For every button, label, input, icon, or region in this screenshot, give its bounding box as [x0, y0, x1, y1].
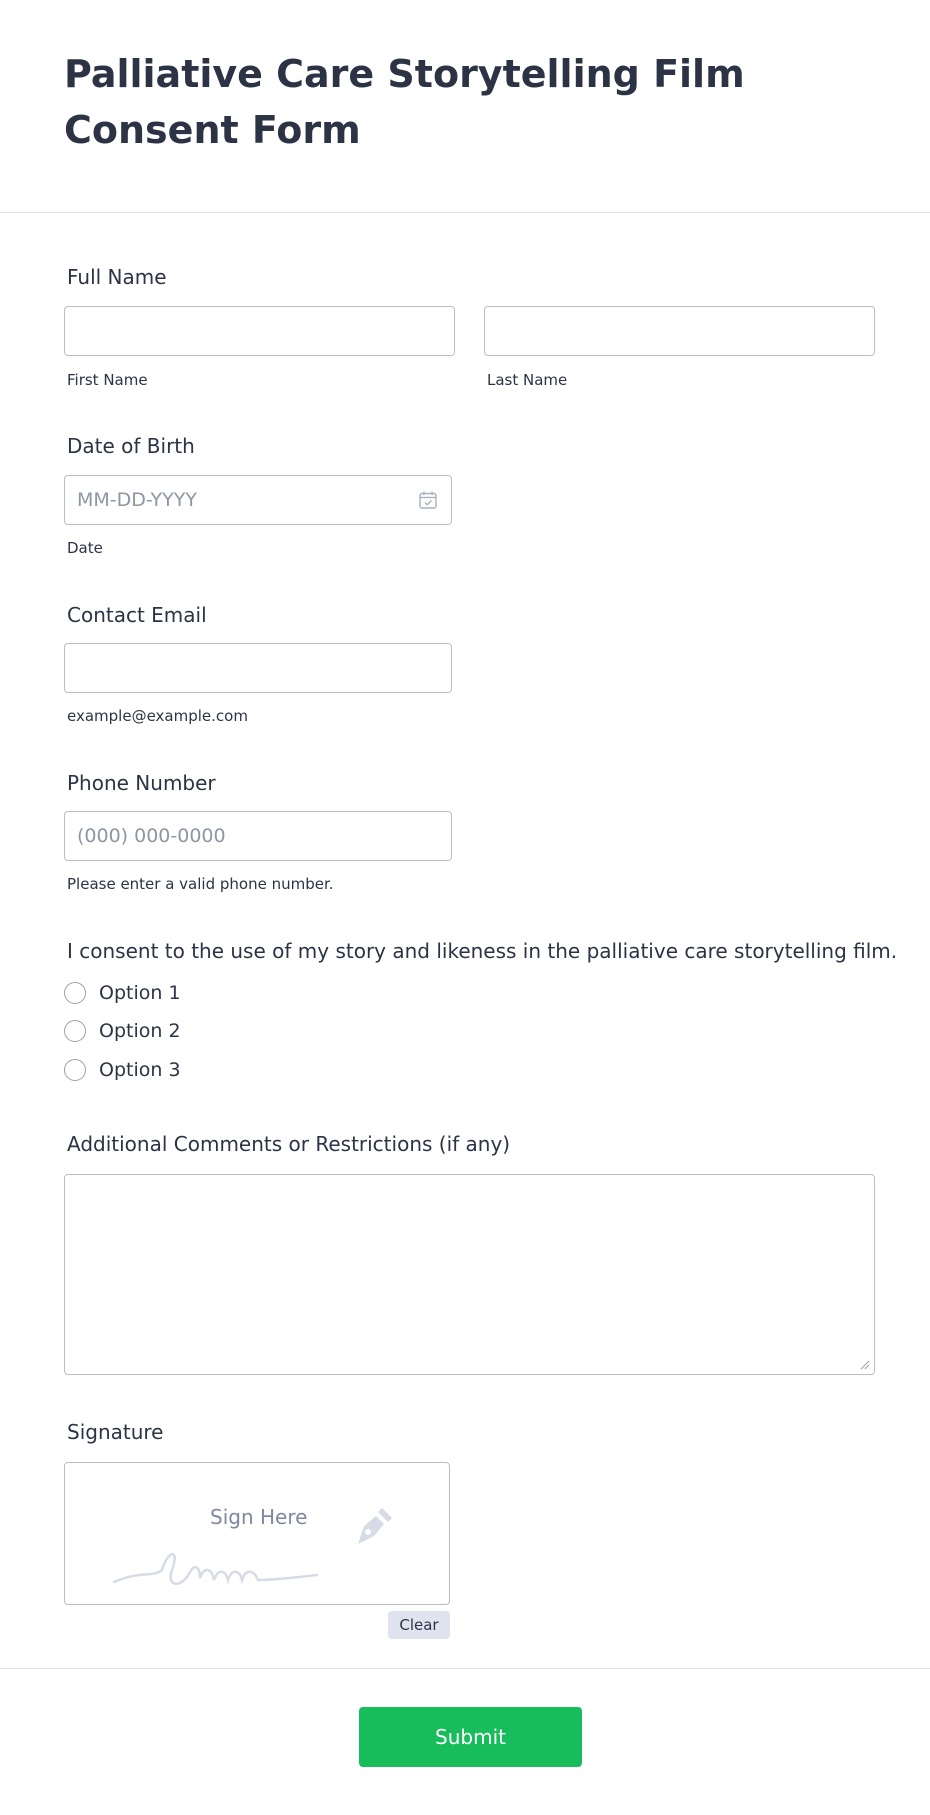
submit-button[interactable]: Submit: [359, 1707, 582, 1767]
full-name-label: Full Name: [67, 265, 167, 289]
consent-option-label: Option 1: [99, 982, 181, 1004]
radio-button[interactable]: [64, 982, 86, 1004]
comments-textarea[interactable]: [64, 1174, 875, 1375]
consent-option-3[interactable]: [64, 1057, 181, 1083]
comments-label: Additional Comments or Restrictions (if any): [67, 1132, 511, 1156]
radio-button[interactable]: [64, 1020, 86, 1042]
consent-option-1[interactable]: [64, 980, 181, 1006]
resize-handle-icon[interactable]: [858, 1358, 870, 1370]
sign-here-text: Sign Here: [210, 1505, 308, 1529]
email-sublabel: example@example.com: [67, 707, 248, 725]
consent-option-2[interactable]: [64, 1018, 181, 1044]
last-name-sublabel: Last Name: [487, 371, 568, 389]
dob-label: Date of Birth: [67, 434, 195, 458]
email-label: Contact Email: [67, 603, 207, 627]
phone-input[interactable]: [64, 811, 452, 861]
form-header: [0, 0, 930, 213]
form-title: Palliative Care Storytelling Film Consent Form: [64, 52, 745, 152]
calendar-icon[interactable]: [418, 490, 438, 510]
phone-label: Phone Number: [67, 771, 216, 795]
email-input[interactable]: [64, 643, 452, 693]
consent-option-label: Option 2: [99, 1020, 181, 1042]
footer-divider: [0, 1668, 930, 1669]
pen-nib-icon: [350, 1504, 396, 1550]
radio-button[interactable]: [64, 1059, 86, 1081]
dob-input[interactable]: [64, 475, 452, 525]
first-name-input[interactable]: [64, 306, 455, 356]
dob-sublabel: Date: [67, 539, 103, 557]
phone-sublabel: Please enter a valid phone number.: [67, 875, 334, 893]
consent-label: I consent to the use of my story and likeness in the palliative care storytelling film.: [67, 939, 898, 963]
clear-signature-button[interactable]: Clear: [388, 1611, 450, 1639]
last-name-input[interactable]: [484, 306, 875, 356]
first-name-sublabel: First Name: [67, 371, 148, 389]
consent-option-label: Option 3: [99, 1059, 181, 1081]
signature-label: Signature: [67, 1420, 164, 1444]
